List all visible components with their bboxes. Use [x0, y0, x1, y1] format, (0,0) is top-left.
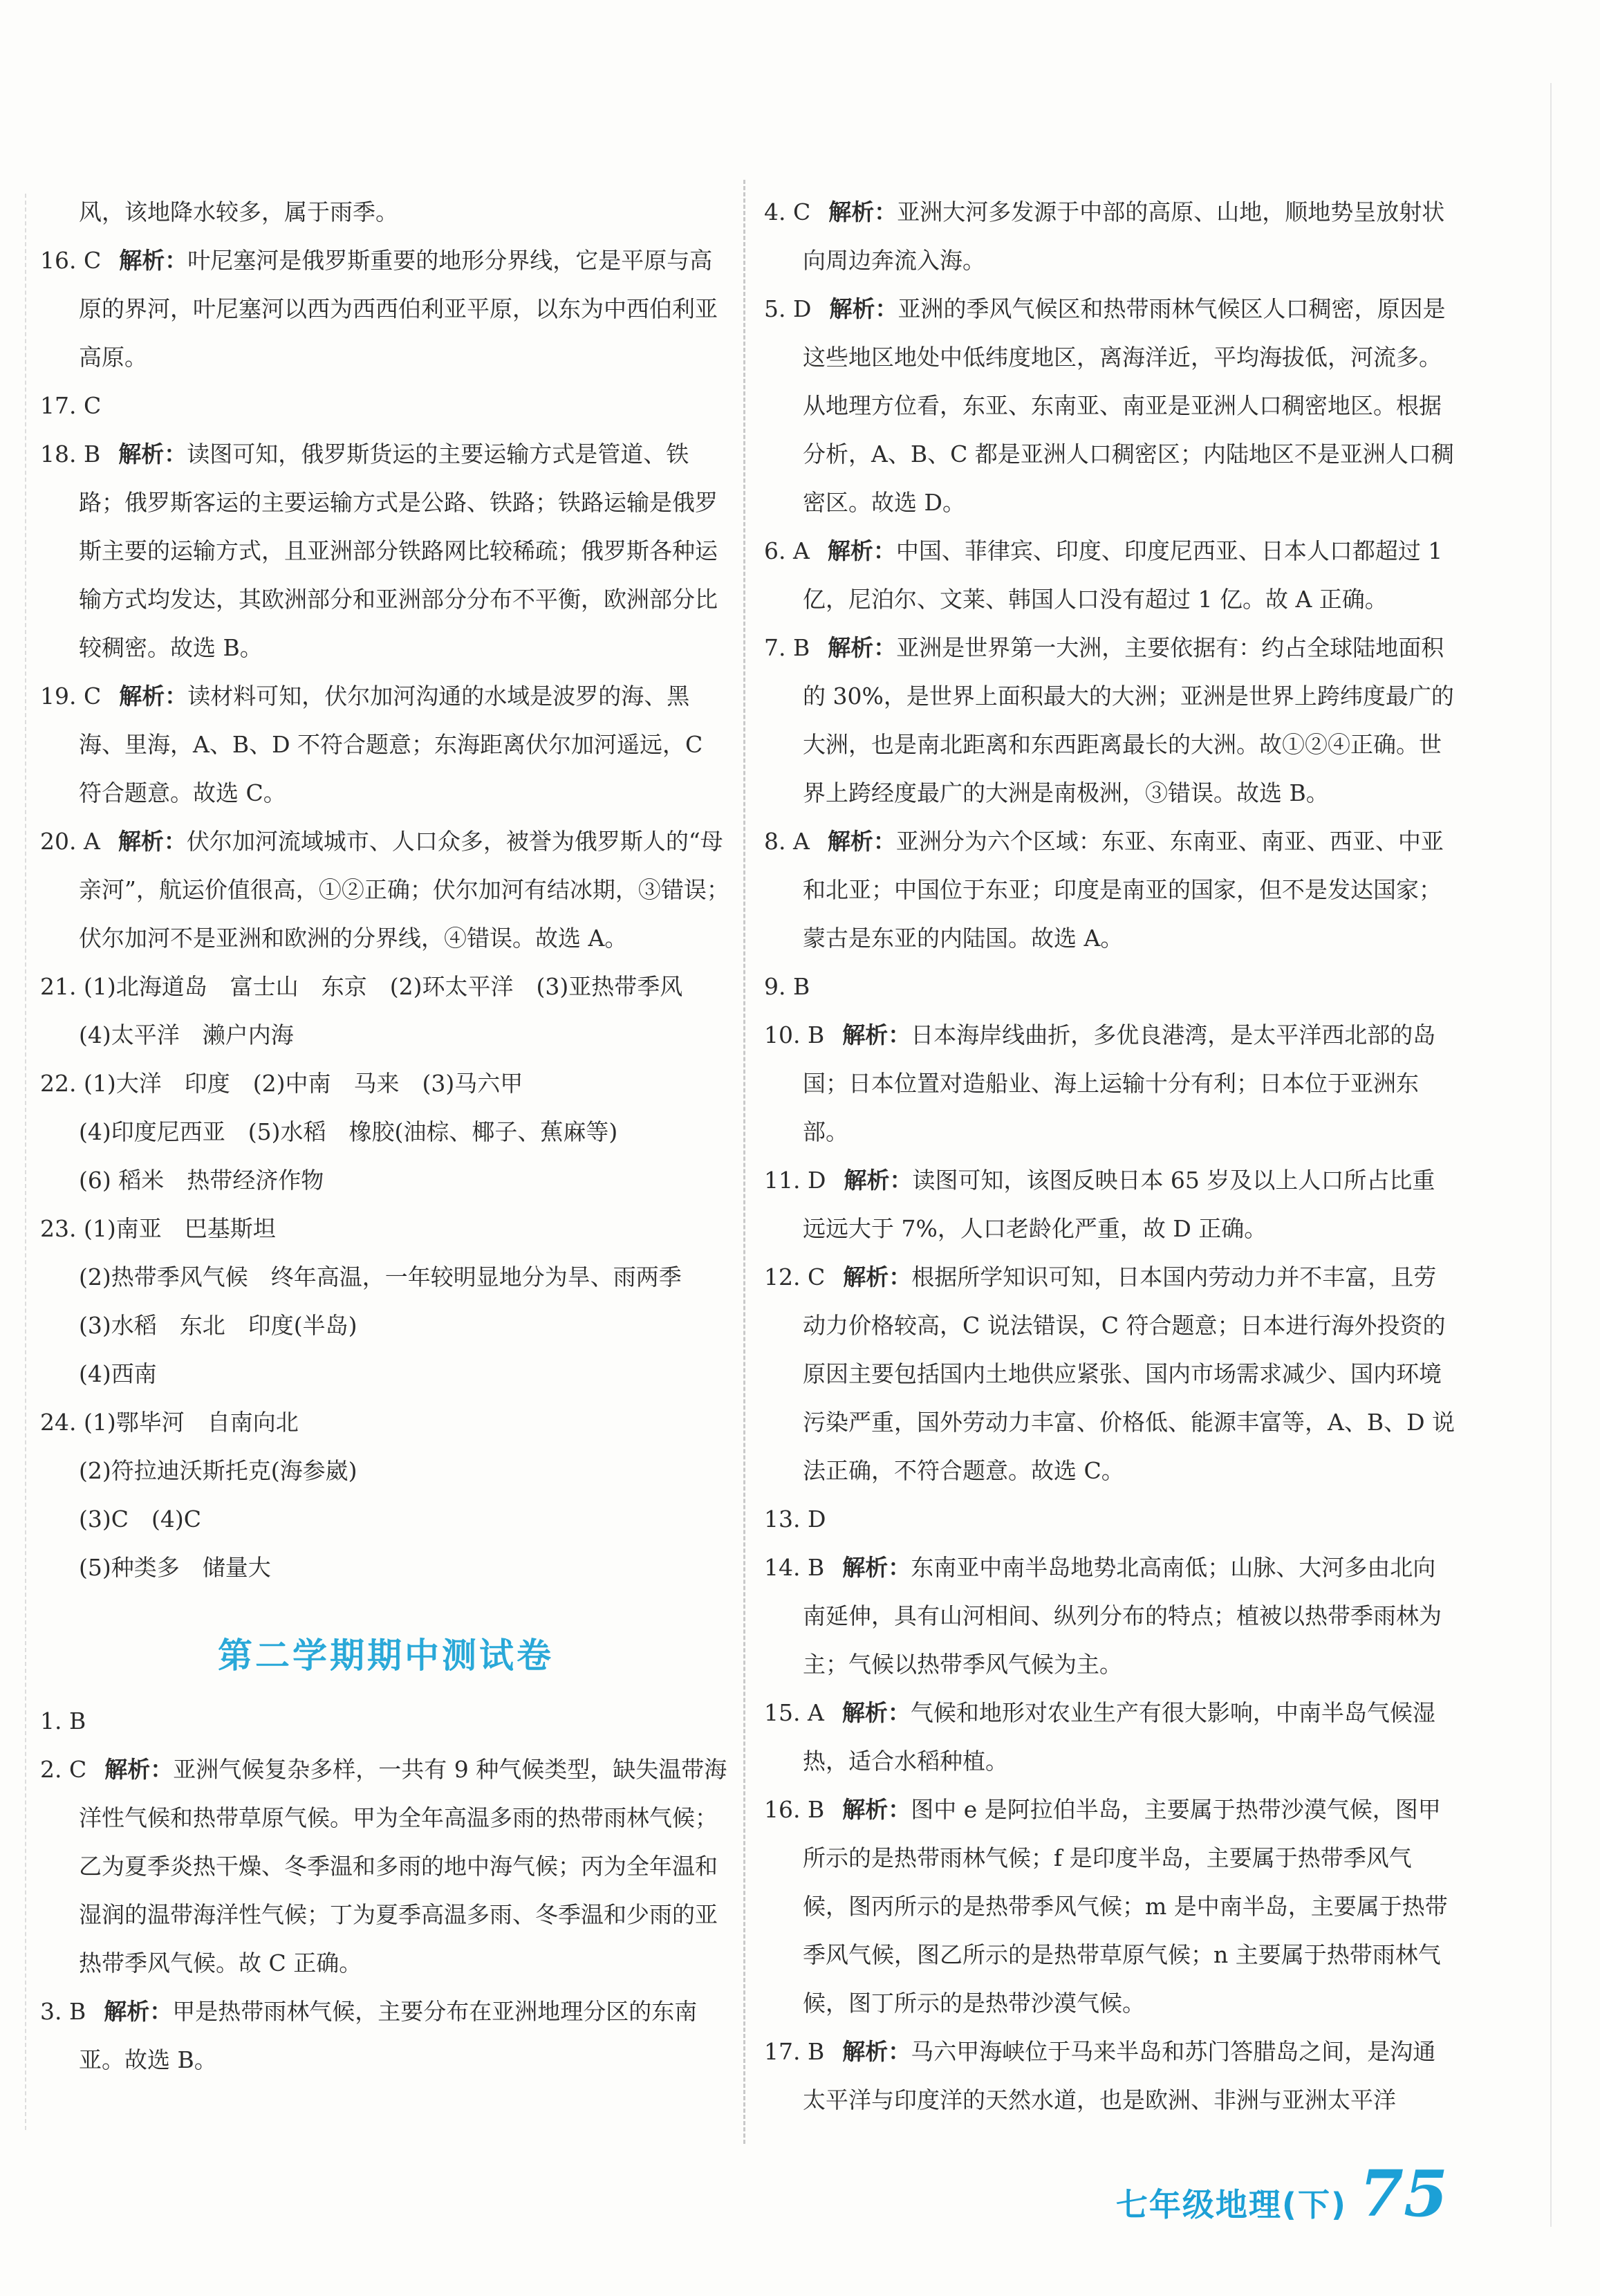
answer-text: 叶尼塞河是俄罗斯重要的地形分界线，它是平原与高原的界河，叶尼塞河以西为西西伯利亚平原，以东为中西伯利亚高原。: [79, 247, 718, 371]
answer-item: [764, 285, 1455, 527]
answer-item: [764, 2028, 1455, 2124]
section-title: 第二学期期中测试卷: [218, 1636, 554, 1676]
answer-number: 16. C: [40, 247, 102, 274]
page-number: 75: [1359, 2156, 1448, 2231]
continuation-line: 风，该地降水较多，属于雨季。: [79, 198, 398, 225]
analysis-label: 解析：: [827, 537, 896, 564]
analysis-label: 解析：: [828, 634, 897, 661]
answer-number: 11. D: [764, 1167, 826, 1194]
column-divider: [743, 180, 745, 2144]
analysis-label: 解析：: [843, 1263, 912, 1290]
answer-text: 伏尔加河流域城市、人口众多，被誉为俄罗斯人的“母亲河”，航运价值很高，①②正确；伏尔加河有结冰期，③错误；伏尔加河不是亚洲和欧洲的分界线，④错误。故选 A。: [79, 828, 729, 952]
analysis-label: 解析：: [829, 295, 898, 322]
answer-item: [40, 1746, 732, 1988]
answer-number: 23.: [40, 1215, 77, 1242]
answer-text: 气候和地形对农业生产有很大影响，中南半岛气候湿热，适合水稻种植。: [803, 1699, 1435, 1775]
answer-item: [40, 382, 732, 430]
answer-item: [764, 527, 1455, 624]
answer-number: 24.: [40, 1409, 77, 1436]
answer-text: 日本海岸线曲折，多优良港湾，是太平洋西北部的岛国；日本位置对造船业、海上运输十分有利；日本位于亚洲东部。: [803, 1021, 1436, 1145]
answer-item: [764, 1786, 1455, 2028]
answer-item: [40, 817, 732, 963]
answer-number: 2. C: [40, 1756, 87, 1783]
answer-text: (1)北海道岛 富士山 东京 (2)环太平洋 (3)亚热带季风 (4)太平洋 濑户内海: [79, 973, 706, 1048]
analysis-label: 解析：: [119, 247, 188, 274]
analysis-label: 解析：: [118, 828, 187, 855]
analysis-label: 解析：: [844, 1167, 913, 1194]
answer-number: 17. B: [764, 2038, 825, 2065]
analysis-label: 解析：: [842, 1554, 911, 1581]
answer-item: [764, 1253, 1455, 1495]
analysis-label: 解析：: [842, 1796, 911, 1823]
analysis-label: 解析：: [828, 198, 897, 225]
answer-text: 亚洲的季风气候区和热带雨林气候区人口稠密，原因是这些地区地处中低纬度地区，离海洋近，平均海拔低，河流多。从地理方位看，东亚、东南亚、南亚是亚洲人口稠密地区。根据分析，A、B、C 都是亚洲人口稠密区；内陆地区不是亚洲人口稠密区。故选 D。: [803, 295, 1454, 516]
answer-number: 17. C: [40, 392, 102, 419]
answer-text: 亚洲是世界第一大洲，主要依据有：约占全球陆地面积的 30%，是世界上面积最大的大洲；亚洲是世界上跨纬度最广的大洲，也是南北距离和东西距离最长的大洲。故①②④正确。世界上跨经度最广的大洲是南极洲，③错误。故选 B。: [803, 634, 1454, 806]
answer-subline: (3)水稻 东北 印度(半岛): [79, 1312, 357, 1339]
analysis-label: 解析：: [841, 1699, 911, 1726]
answer-number: 18. B: [40, 441, 101, 467]
scan-edge-line: [1550, 83, 1552, 2227]
answer-number: 14. B: [764, 1554, 825, 1581]
answer-number: 21.: [40, 973, 77, 1000]
answer-number: 19. C: [40, 683, 102, 710]
answer-item: [40, 237, 732, 382]
answer-item: [764, 624, 1455, 817]
answer-text: (1)大洋 印度 (2)中南 马来 (3)马六甲: [83, 1070, 523, 1097]
analysis-label: 解析：: [104, 1756, 174, 1783]
answer-item: [40, 1205, 732, 1253]
analysis-label: 解析：: [842, 2038, 911, 2065]
answer-number: 4. C: [764, 198, 811, 225]
answer-text: 读材料可知，伏尔加河沟通的水域是波罗的海、黑海、里海，A、B、D 不符合题意；东海距离伏尔加河遥远，C 符合题意。故选 C。: [79, 683, 703, 806]
answer-number: 12. C: [764, 1263, 826, 1290]
answer-item: [40, 672, 732, 817]
answer-text: 亚洲大河多发源于中部的高原、山地，顺地势呈放射状向周边奔流入海。: [803, 198, 1445, 274]
answer-text: 亚洲气候复杂多样，一共有 9 种气候类型，缺失温带海洋性气候和热带草原气候。甲为全年高温多雨的热带雨林气候；乙为夏季炎热干燥、冬季温和多雨的地中海气候；丙为全年温和湿润的温带海洋性气候；丁为夏季高温多雨、冬季温和少雨的亚热带季风气候。故 C 正确。: [79, 1756, 727, 1976]
answer-number: 9. B: [764, 973, 810, 1000]
answer-item: [40, 1398, 732, 1447]
answer-text: 东南亚中南半岛地势北高南低；山脉、大河多由北向南延伸，具有山河相间、纵列分布的特点；植被以热带季雨林为主；气候以热带季风气候为主。: [803, 1554, 1442, 1678]
answer-number: 20. A: [40, 828, 100, 855]
answer-number: 15. A: [764, 1699, 824, 1726]
answer-subline: (2)符拉迪沃斯托克(海参崴): [79, 1457, 357, 1484]
answer-text: 亚洲分为六个区域：东亚、东南亚、南亚、西亚、中亚和北亚；中国位于东亚；印度是南亚的国家，但不是发达国家；蒙古是东亚的内陆国。故选 A。: [803, 828, 1444, 952]
answer-text: 根据所学知识可知，日本国内劳动力并不丰富，且劳动力价格较高，C 说法错误，C 符合题意；日本进行海外投资的原因主要包括国内土地供应紧张、国内市场需求减少、国内环境污染严重，国外劳动力丰富、价格低、能源丰富等，A、B、D 说法正确，不符合题意。故选 C。: [803, 1263, 1455, 1484]
answer-number: 7. B: [764, 634, 810, 661]
answer-text: (1)南亚 巴基斯坦: [83, 1215, 276, 1242]
answer-subline: (2)热带季风气候 终年高温，一年较明显地分为旱、雨两季: [79, 1263, 682, 1290]
answer-item: [764, 1495, 1455, 1544]
page-footer: [1116, 2156, 1448, 2231]
answer-item: [764, 963, 1455, 1011]
answer-item: [764, 1156, 1455, 1253]
right-column: [764, 188, 1455, 2124]
answer-item: [764, 817, 1455, 963]
answer-item: [764, 1544, 1455, 1689]
footer-label: 七年级地理(下): [1115, 2186, 1347, 2223]
answer-number: 5. D: [764, 295, 812, 322]
answer-item: [40, 430, 732, 672]
answer-item: [40, 963, 732, 1059]
answer-subline: (6) 稻米 热带经济作物: [79, 1167, 324, 1194]
answer-item: [40, 1059, 732, 1108]
answer-text: 马六甲海峡位于马来半岛和苏门答腊岛之间，是沟通太平洋与印度洋的天然水道，也是欧洲、非洲与亚洲太平洋: [803, 2038, 1436, 2113]
answer-subline: (4)印度尼西亚 (5)水稻 橡胶(油棕、椰子、蕉麻等): [79, 1118, 618, 1145]
answer-text: (1)鄂毕河 自南向北: [83, 1409, 299, 1436]
answer-number: 13. D: [764, 1506, 826, 1533]
analysis-label: 解析：: [119, 683, 188, 710]
answer-item: [40, 1988, 732, 2084]
answer-item: [40, 1697, 732, 1746]
answer-item: [764, 1011, 1455, 1156]
analysis-label: 解析：: [118, 441, 187, 467]
left-margin-line: [25, 194, 26, 2130]
answer-text: 读图可知，该图反映日本 65 岁及以上人口所占比重远远大于 7%，人口老龄化严重，故 D 正确。: [803, 1167, 1435, 1242]
answer-number: 3. B: [40, 1998, 86, 2025]
answer-item: [764, 1689, 1455, 1786]
answer-number: 1. B: [40, 1707, 86, 1734]
analysis-label: 解析：: [104, 1998, 173, 2025]
answer-subline: (4)西南: [79, 1360, 157, 1387]
answer-text: 图中 e 是阿拉伯半岛，主要属于热带沙漠气候，图甲所示的是热带雨林气候；f 是印度半岛，主要属于热带季风气候，图丙所示的是热带季风气候；m 是中南半岛，主要属于热带季风气候，图乙所示的是热带草原气候；n 主要属于热带雨林气候，图丁所示的是热带沙漠气候。: [803, 1796, 1448, 2017]
answer-text: 甲是热带雨林气候，主要分布在亚洲地理分区的东南亚。故选 B。: [79, 1998, 698, 2073]
answer-number: 16. B: [764, 1796, 825, 1823]
analysis-label: 解析：: [842, 1021, 911, 1048]
left-column: [40, 188, 732, 2084]
answer-text: 中国、菲律宾、印度、印度尼西亚、日本人口都超过 1 亿，尼泊尔、文莱、韩国人口没有超过 1 亿。故 A 正确。: [803, 537, 1443, 613]
analysis-label: 解析：: [827, 828, 896, 855]
answer-item: [764, 188, 1455, 285]
answer-text: 读图可知，俄罗斯货运的主要运输方式是管道、铁路；俄罗斯客运的主要运输方式是公路、铁路；铁路运输是俄罗斯主要的运输方式，且亚洲部分铁路网比较稀疏；俄罗斯各种运输方式均发达，其欧洲部分和亚洲部分分布不平衡，欧洲部分比较稠密。故选 B。: [79, 441, 718, 661]
answer-number: 8. A: [764, 828, 810, 855]
answer-number: 22.: [40, 1070, 77, 1097]
answer-number: 10. B: [764, 1021, 825, 1048]
answer-subline: (3)C (4)C: [79, 1506, 201, 1533]
answer-subline: (5)种类多 储量大: [79, 1554, 271, 1581]
answer-number: 6. A: [764, 537, 810, 564]
